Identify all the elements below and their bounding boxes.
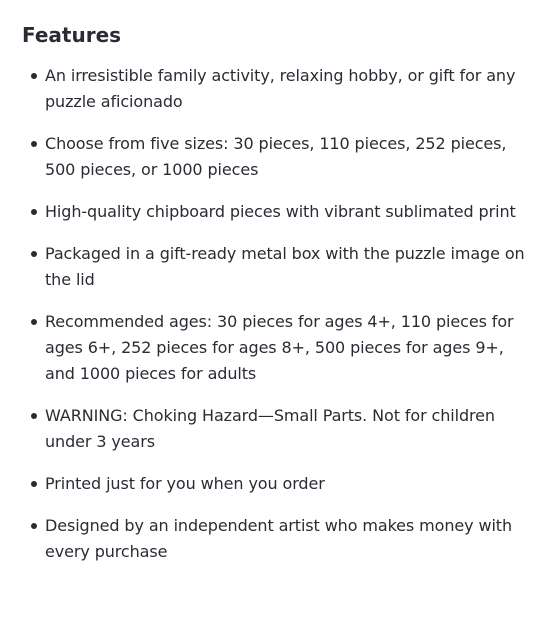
- feature-text: Designed by an independent artist who makes money with every purchase: [45, 516, 513, 561]
- feature-item: [22, 471, 529, 497]
- bullet-icon: [31, 209, 37, 215]
- feature-text: High-quality chipboard pieces with vibrant sublimated print: [45, 202, 516, 221]
- feature-item: [22, 63, 529, 115]
- bullet-icon: [31, 251, 37, 257]
- bullet-icon: [31, 523, 37, 529]
- bullet-icon: [31, 319, 37, 325]
- feature-text: Recommended ages: 30 pieces for ages 4+, 110 pieces for ages 6+, 252 pieces for ages 8+, 500 pieces for ages 9+, and 1000 pieces for adults: [45, 312, 514, 383]
- bullet-icon: [31, 413, 37, 419]
- feature-item: [22, 403, 529, 455]
- feature-text: Printed just for you when you order: [45, 474, 325, 493]
- features-list: [22, 63, 529, 565]
- feature-text: Choose from five sizes: 30 pieces, 110 pieces, 252 pieces, 500 pieces, or 1000 pieces: [45, 134, 507, 179]
- feature-item: [22, 199, 529, 225]
- feature-item: [22, 513, 529, 565]
- feature-item: [22, 309, 529, 387]
- bullet-icon: [31, 73, 37, 79]
- feature-item: [22, 131, 529, 183]
- feature-item: [22, 241, 529, 293]
- feature-text: WARNING: Choking Hazard—Small Parts. Not for children under 3 years: [45, 406, 495, 451]
- bullet-icon: [31, 141, 37, 147]
- features-heading: Features: [22, 23, 122, 47]
- feature-text: An irresistible family activity, relaxing hobby, or gift for any puzzle aficionado: [45, 66, 516, 111]
- bullet-icon: [31, 481, 37, 487]
- feature-text: Packaged in a gift-ready metal box with the puzzle image on the lid: [45, 244, 525, 289]
